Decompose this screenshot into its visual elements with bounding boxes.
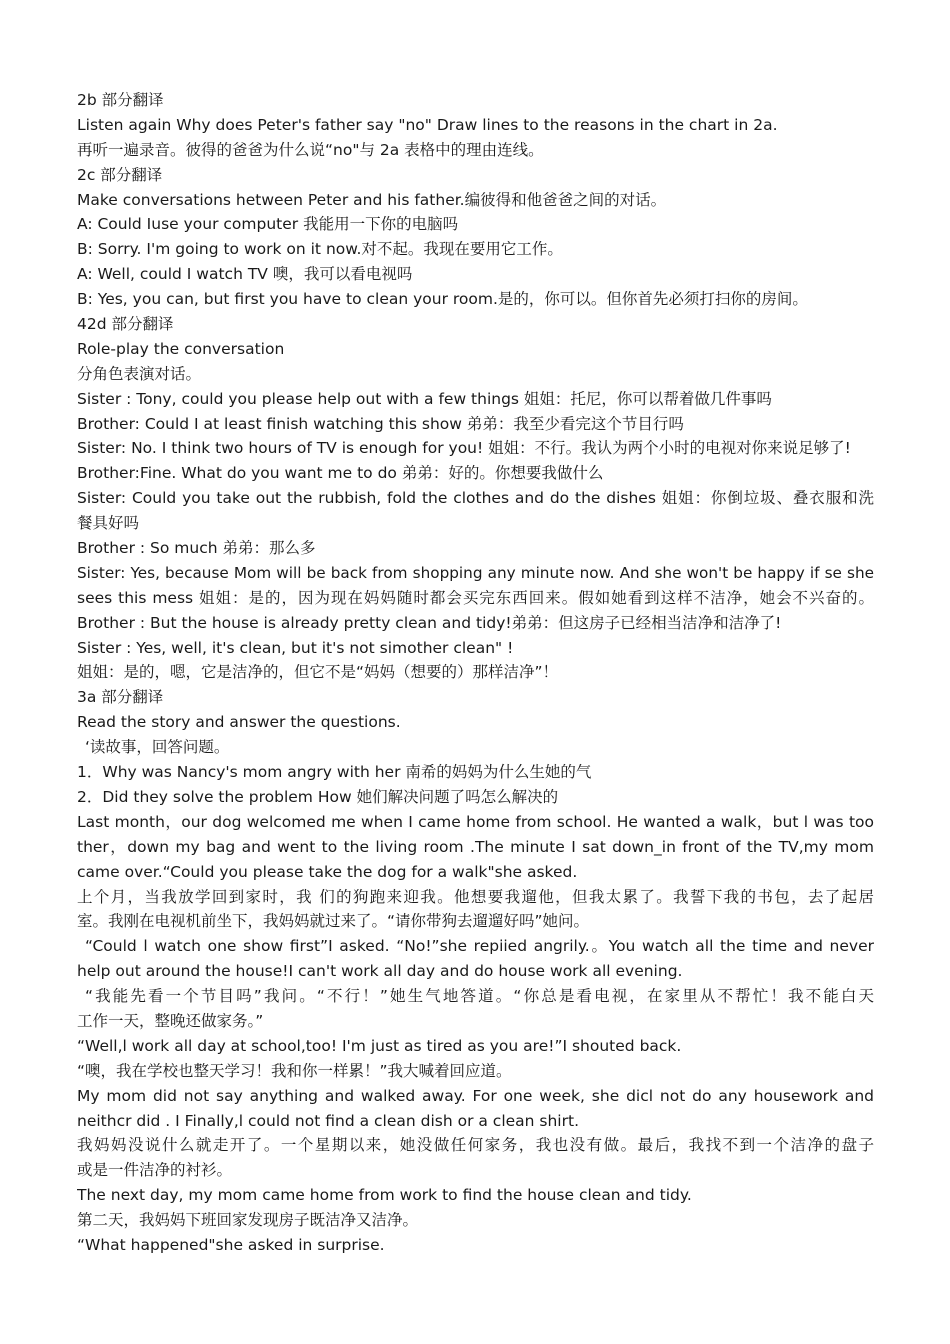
text-line: 再听一遍录音。彼得的爸爸为什么说“no"与 2a 表格中的理由连线。 (77, 140, 544, 159)
section-heading-2b: 2b 部分翻译 (77, 91, 164, 109)
dialogue-line: B: Yes, you can, but first you have to clean your room.是的，你可以。但你首先必须打扫你的房间。 (77, 290, 808, 309)
question-line: 2．Did they solve the problem How 她们解决问题了吗怎么解决的 (77, 787, 559, 806)
dialogue-line: Sister: Could you take out the rubbish, fold the clothes and do the dishes 姐姐：你倒垃圾、叠衣服和洗 (77, 489, 874, 508)
dialogue-line: Sister: Yes, because Mom will be back from shopping any minute now. And she won't be happy if se she (77, 563, 874, 582)
dialogue-line: Brother: Could I at least finish watching this show 弟弟：我至少看完这个节目行吗 (77, 414, 684, 433)
story-line: ther，down my bag and went to the living room .The minute I sat down_in front of the TV,my mom (77, 837, 874, 856)
story-line: 第二天，我妈妈下班回家发现房子既洁净又洁净。 (77, 1211, 419, 1230)
story-line: Last month，our dog welcomed me when I came home from school. He wanted a walk，but l was too (77, 812, 874, 831)
dialogue-line: sees this mess 姐姐：是的，因为现在妈妈随时都会买完东西回来。假如她看到这样不洁净，她会不兴奋的。 (77, 588, 874, 607)
story-line: My mom did not say anything and walked away. For one week, she dicl not do any housework and (77, 1086, 874, 1105)
story-line: “Well,l work all day at school,too! I'm just as tired as you are!”I shouted back. (77, 1036, 682, 1055)
document-page (77, 88, 874, 1258)
dialogue-line: A: Well, could I watch TV 噢，我可以看电视吗 (77, 265, 413, 284)
text-line: Role-play the conversation (77, 339, 285, 358)
section-heading-3a: 3a 部分翻译 (77, 688, 164, 707)
dialogue-line: B: Sorry. I'm going to work on it now.对不起。我现在要用它工作。 (77, 240, 563, 259)
section-heading-2d: 42d 部分翻译 (77, 315, 174, 334)
story-line: help out around the house!I can't work all day and do house work all evening. (77, 962, 683, 981)
story-line: “噢，我在学校也整天学习！我和你一样累！”我大喊着回应道。 (77, 1061, 512, 1080)
text-line: 分角色表演对话。 (77, 364, 202, 383)
dialogue-line: 姐姐：是的，嗯，它是洁净的，但它不是“妈妈（想要的）那样洁净”！ (77, 663, 559, 682)
text-line: ‘读故事，回答问题。 (85, 738, 230, 757)
story-line: 室。我刚在电视机前坐下，我妈妈就过来了。“请你带狗去遛遛好吗”她问。 (77, 912, 590, 931)
story-line: 上个月，当我放学回到家时，我 们的狗跑来迎我。他想要我遛他，但我太累了。我誓下我的书包，去了起居 (77, 887, 874, 906)
dialogue-line: Brother : So much 弟弟：那么多 (77, 539, 316, 558)
story-line: 我妈妈没说什么就走开了。一个星期以来，她没做任何家务，我也没有做。最后，我找不到一个洁净的盘子 (77, 1136, 874, 1155)
story-line: neithcr did . I Finally,l could not find a clean dish or a clean shirt. (77, 1111, 579, 1130)
story-line: “What happened"she asked in surprise. (77, 1235, 385, 1254)
dialogue-line: Sister : Tony, could you please help out with a few things 姐姐：托尼，你可以帮着做几件事吗 (77, 389, 772, 408)
text-line: Read the story and answer the questions. (77, 713, 401, 732)
section-heading-2c: 2c 部分翻译 (77, 165, 163, 184)
story-line: “Could l watch one show first”I asked. “No!”she repiied angrily.。You watch all the time and never (85, 937, 874, 956)
story-line: 或是一件洁净的衬衫。 (77, 1161, 233, 1180)
dialogue-line: 餐具好吗 (77, 514, 140, 533)
story-line: The next day, my mom came home from work to find the house clean and tidy. (77, 1186, 692, 1205)
dialogue-line: Brother:Fine. What do you want me to do 弟弟：好的。你想要我做什么 (77, 464, 604, 483)
dialogue-line: A: Could Iuse your computer 我能用一下你的电脑吗 (77, 215, 459, 234)
dialogue-line: Brother : But the house is already pretty clean and tidy!弟弟：但这房子已经相当洁净和洁净了! (77, 613, 782, 632)
story-line: 工作一天，整晚还做家务。” (77, 1011, 264, 1030)
question-line: 1．Why was Nancy's mom angry with her 南希的妈妈为什么生她的气 (77, 763, 592, 782)
text-line: Make conversations hetween Peter and his father.编彼得和他爸爸之间的对话。 (77, 190, 667, 209)
story-line: “我能先看一个节目吗”我问。“不行！”她生气地答道。“你总是看电视，在家里从不帮忙！我不能白天 (85, 987, 874, 1006)
dialogue-line: Sister: No. I think two hours of TV is enough for you! 姐姐：不行。我认为两个小时的电视对你来说足够了! (77, 439, 851, 458)
dialogue-line: Sister : Yes, well, it's clean, but it's not simother clean" ! (77, 638, 514, 657)
text-line: Listen again Why does Peter's father say "no" Draw lines to the reasons in the chart in 2a. (77, 115, 778, 134)
story-line: came over.“Could you please take the dog for a walk"she asked. (77, 862, 578, 881)
